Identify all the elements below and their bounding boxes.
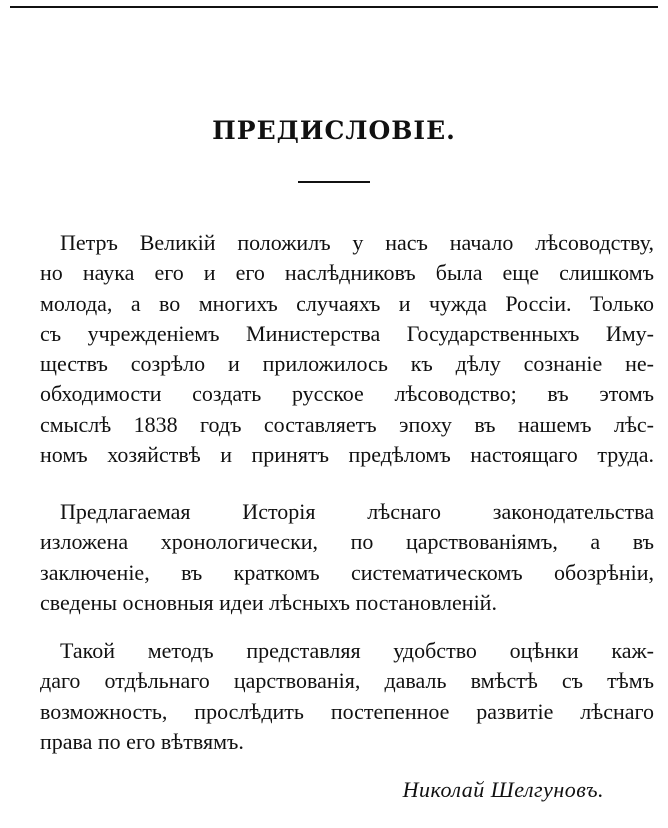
text-line: ществъ созрѣло и приложилось къ дѣлу сознаніе не- (40, 351, 654, 377)
text-line: права по его вѣтвямъ. (40, 728, 244, 754)
top-border-rule (10, 6, 658, 8)
paragraph-1 (40, 228, 654, 470)
text-line: даго отдѣльнаго царствованія, даваль вмѣстѣ съ тѣмъ (40, 668, 654, 694)
preface-heading: ПРЕДИСЛОВІЕ. (212, 116, 456, 145)
paragraph-3 (40, 636, 654, 757)
text-line: изложена хронологически, по царствованіямъ, а въ (40, 529, 654, 555)
text-line: Петръ Великій положилъ у насъ начало лѣсоводству, (60, 230, 654, 255)
heading-divider (298, 181, 370, 183)
text-line: Такой методъ представляя удобство оцѣнки каж- (60, 638, 654, 663)
text-line: но наука его и его наслѣдниковъ была еще слишкомъ (40, 260, 654, 286)
text-line: заключеніе, въ краткомъ систематическомъ обозрѣніи, (40, 559, 654, 585)
text-line: съ учрежденіемъ Министерства Государственныхъ Иму- (40, 320, 654, 346)
text-line: сведены основныя идеи лѣсныхъ постановленій. (40, 589, 497, 615)
text-line: Предлагаемая Исторія лѣснаго законодательства (60, 499, 654, 524)
text-line: номъ хозяйствѣ и принятъ предѣломъ настоящаго труда. (40, 442, 654, 468)
text-line: обходимости создать русское лѣсоводство; въ этомъ (40, 381, 654, 407)
author-signature: Николай Шелгуновъ. (402, 777, 604, 802)
text-line: смыслѣ 1838 годъ составляетъ эпоху въ нашемъ лѣс- (40, 411, 654, 437)
paragraph-2 (40, 497, 654, 618)
text-line: возможность, прослѣдить постепенное развитіе лѣснаго (40, 698, 654, 724)
text-line: молода, а во многихъ случаяхъ и чужда Россіи. Только (40, 290, 654, 316)
